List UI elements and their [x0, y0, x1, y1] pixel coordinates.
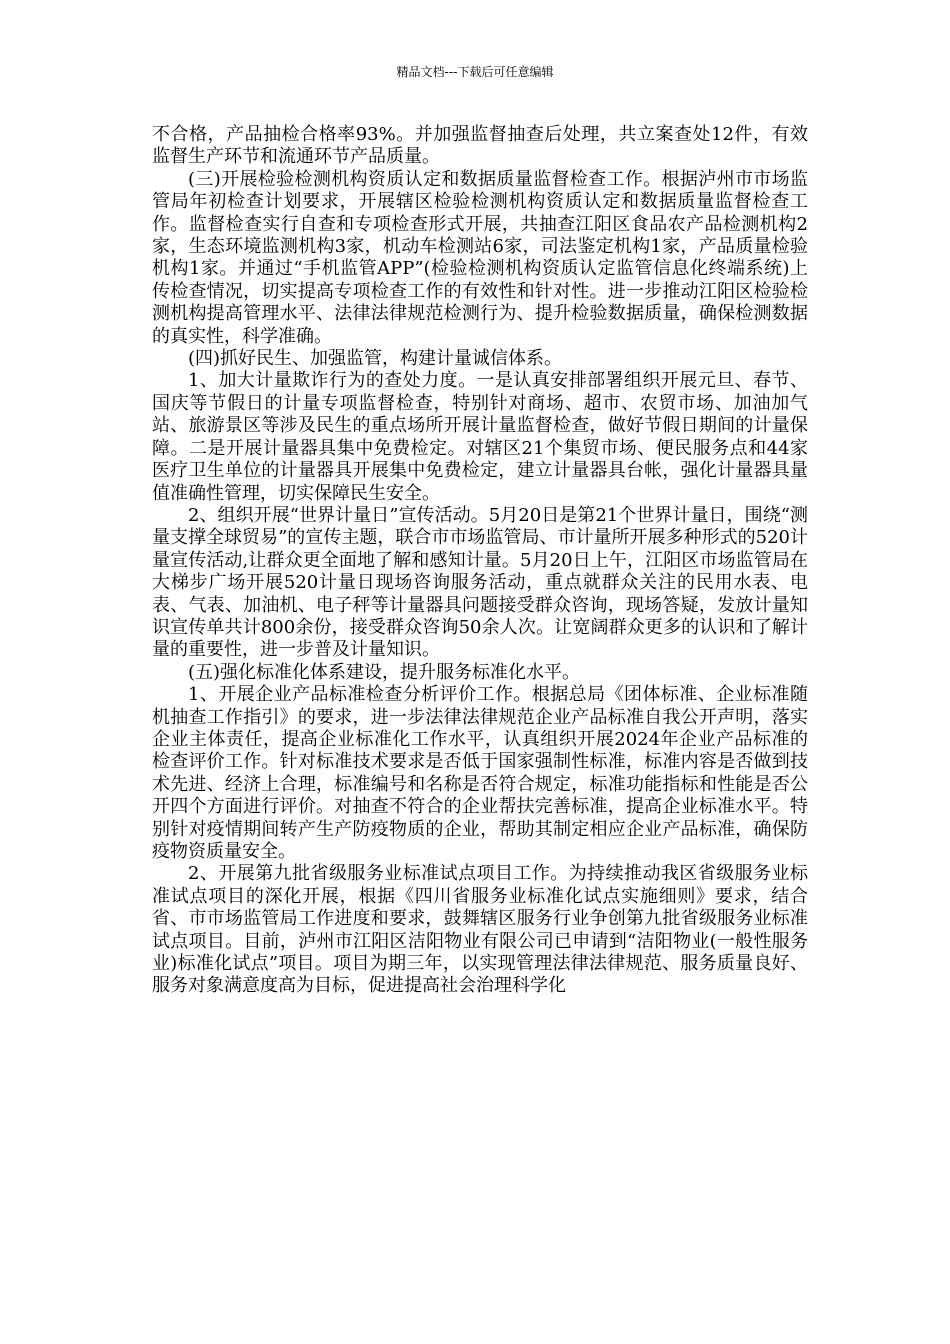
section-heading: (四)抓好民生、加强监管，构建计量诚信体系。 [188, 348, 563, 370]
document-body [152, 124, 808, 998]
page-header: 精品文档---下载后可任意编辑 [396, 65, 554, 79]
paragraph: 1、加大计量欺诈行为的查处力度。一是认真安排部署组织开展元旦、春节、国庆等节假日的计量专项监督检查，特别针对商场、超市、农贸市场、加油加气站、旅游景区等涉及民生的重点场所开展计量监督检查，做好节假日期间的计量保障。二是开展计量器具集中免费检定。对辖区21个集贸市场、便民服务点和44家医疗卫生单位的计量器具开展集中免费检定，建立计量器具台帐，强化计量器具量值准确性管理，切实保障民生安全。 [152, 370, 808, 504]
paragraph: (三)开展检验检测机构资质认定和数据质量监督检查工作。根据泸州市市场监管局年初检查计划要求，开展辖区检验检测机构资质认定和数据质量监督检查工作。监督检查实行自查和专项检查形式开展，共抽查江阳区食品农产品检测机构2家，生态环境监测机构3家，机动车检测站6家，司法鉴定机构1家，产品质量检验机构1家。并通过“手机监管APP”(检验检测机构资质认定监管信息化终端系统)上传检查情况，切实提高专项检查工作的有效性和针对性。进一步推动江阳区检验检测机构提高管理水平、法律法律规范检测行为、提升检验数据质量，确保检测数据的真实性，科学准确。 [152, 168, 808, 347]
paragraph: 2、开展第九批省级服务业标准试点项目工作。为持续推动我区省级服务业标准试点项目的深化开展，根据《四川省服务业标准化试点实施细则》要求，结合省、市市场监管局工作进度和要求，鼓舞辖区服务行业争创第九批省级服务业标准试点项目。目前，泸州市江阳区洁阳物业有限公司已申请到“洁阳物业(一般性服务业)标准化试点”项目。项目为期三年，以实现管理法律法律规范、服务质量良好、服务对象满意度高为目标，促进提高社会治理科学化 [152, 863, 808, 997]
paragraph: 2、组织开展“世界计量日”宣传活动。5月20日是第21个世界计量日，围绕“测量支撑全球贸易”的宣传主题，联合市市场监管局、市计量所开展多种形式的520计量宣传活动,让群众更全面地了解和感知计量。5月20日上午，江阳区市场监管局在大梯步广场开展520计量日现场咨询服务活动，重点就群众关注的民用水表、电表、气表、加油机、电子秤等计量器具问题接受群众咨询，现场答疑，发放计量知识宣传单共计800余份，接受群众咨询50余人次。让宽阔群众更多的认识和了解计量的重要性，进一步普及计量知识。 [152, 504, 808, 661]
paragraph: 不合格，产品抽检合格率93%。并加强监督抽查后处理，共立案查处12件，有效监督生产环节和流通环节产品质量。 [152, 124, 808, 168]
section-heading: (五)强化标准化体系建设，提升服务标准化水平。 [188, 661, 581, 683]
paragraph: 1、开展企业产品标准检查分析评价工作。根据总局《团体标准、企业标准随机抽查工作指引》的要求，进一步法律法律规范企业产品标准自我公开声明，落实企业主体责任，提高企业标准化工作水平，认真组织开展2024年企业产品标准的检查评价工作。针对标准技术要求是否低于国家强制性标准，标准内容是否做到技术先进、经济上合理，标准编号和名称是否符合规定，标准功能指标和性能是否公开四个方面进行评价。对抽查不符合的企业帮扶完善标准，提高企业标准水平。特别针对疫情期间转产生产防疫物质的企业，帮助其制定相应企业产品标准，确保防疫物资质量安全。 [152, 684, 808, 862]
